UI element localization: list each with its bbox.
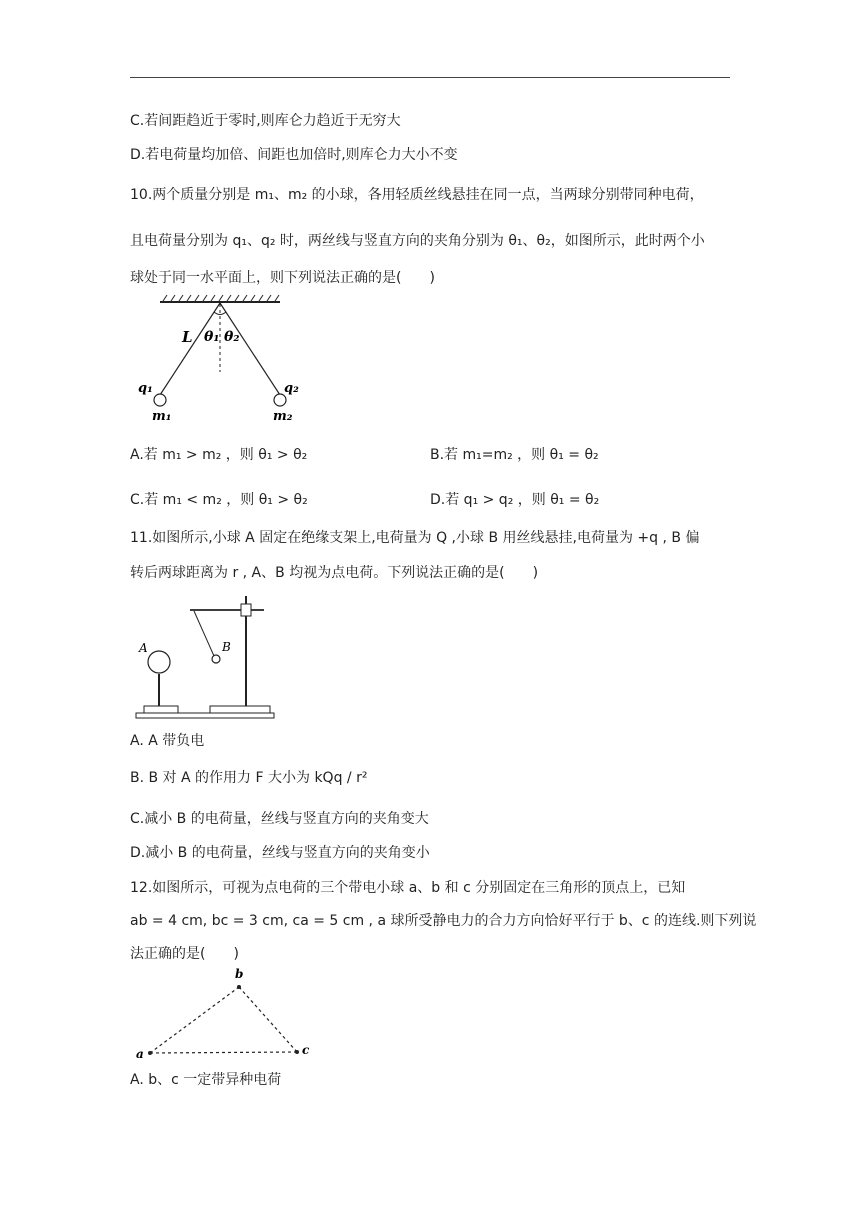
q10-label-L: L xyxy=(182,328,193,346)
q12-side-bc xyxy=(239,987,297,1052)
q10-label-theta1: θ₁ xyxy=(204,329,220,345)
q9-option-d: D.若电荷量均加倍、间距也加倍时,则库仑力大小不变 xyxy=(130,147,458,163)
q10-stem-line-3: 球处于同一水平面上，则下列说法正确的是( ) xyxy=(130,270,435,286)
q12-label-b: b xyxy=(235,967,244,981)
q10-label-m2: m₂ xyxy=(273,409,293,424)
q10-stem-line-2: 且电荷量分别为 q₁、q₂ 时，两丝线与竖直方向的夹角分别为 θ₁、θ₂，如图所示，此时两个小 xyxy=(130,233,705,249)
q11-base-plate xyxy=(136,713,274,718)
q11-thread xyxy=(194,611,214,656)
q10-option-c: C.若 m₁ < m₂ ，则 θ₁ > θ₂ xyxy=(130,492,308,508)
q10-label-q2: q₂ xyxy=(284,381,299,396)
q12-label-a: a xyxy=(136,1047,144,1061)
q10-label-m1: m₁ xyxy=(152,409,172,424)
q10-ball-1 xyxy=(154,394,166,406)
q11-ball-B xyxy=(212,655,220,663)
q12-side-ca xyxy=(150,1052,297,1053)
q10-option-a: A.若 m₁ > m₂ ，则 θ₁ > θ₂ xyxy=(130,447,308,463)
q11-stem-line-2: 转后两球距离为 r , A、B 均视为点电荷。下列说法正确的是( ) xyxy=(130,565,539,581)
q12-triangle-figure xyxy=(130,965,320,1065)
q12-stem-line-3: 法正确的是( ) xyxy=(130,946,239,962)
q11-apparatus-figure xyxy=(130,590,280,724)
q12-side-ab xyxy=(150,987,239,1053)
q12-point-a xyxy=(148,1051,152,1055)
q12-label-c: c xyxy=(302,1043,310,1057)
q10-label-theta2: θ₂ xyxy=(224,329,240,345)
q11-label-B: B xyxy=(222,640,231,654)
q10-string-right xyxy=(220,303,280,395)
q11-option-d: D.减小 B 的电荷量，丝线与竖直方向的夹角变小 xyxy=(130,845,430,861)
q9-option-c: C.若间距趋近于零时,则库仑力趋近于无穷大 xyxy=(130,113,401,129)
q10-string-left xyxy=(160,303,220,395)
q10-label-q1: q₁ xyxy=(138,381,153,396)
q10-option-b: B.若 m₁=m₂ ，则 θ₁ = θ₂ xyxy=(430,447,599,463)
q10-stem-line-1: 10.两个质量分别是 m₁、m₂ 的小球，各用轻质丝线悬挂在同一点，当两球分别带同种电荷， xyxy=(130,187,704,203)
q11-label-A: A xyxy=(139,641,148,655)
q12-option-a: A. b、c 一定带异种电荷 xyxy=(130,1072,282,1088)
q11-option-c: C.减小 B 的电荷量，丝线与竖直方向的夹角变大 xyxy=(130,811,429,827)
q11-option-a: A. A 带负电 xyxy=(130,733,205,749)
q11-ball-A xyxy=(148,651,170,673)
q12-stem-line-2: ab = 4 cm, bc = 3 cm, ca = 5 cm , a 球所受静电力的合力方向恰好平行于 b、c 的连线.则下列说 xyxy=(130,913,757,929)
q12-point-c xyxy=(295,1050,299,1054)
q11-stem-line-1: 11.如图所示,小球 A 固定在绝缘支架上,电荷量为 Q ,小球 B 用丝线悬挂,电荷量为 +q , B 偏 xyxy=(130,530,700,546)
q10-option-d: D.若 q₁ > q₂ ，则 θ₁ = θ₂ xyxy=(430,492,600,508)
header-rule xyxy=(130,77,730,78)
q12-point-b xyxy=(237,985,241,989)
q11-option-b: B. B 对 A 的作用力 F 大小为 kQq / r² xyxy=(130,770,368,786)
q12-stem-line-1: 12.如图所示，可视为点电荷的三个带电小球 a、b 和 c 分别固定在三角形的顶点上，已知 xyxy=(130,880,686,896)
q10-pendulum-figure xyxy=(130,292,330,432)
